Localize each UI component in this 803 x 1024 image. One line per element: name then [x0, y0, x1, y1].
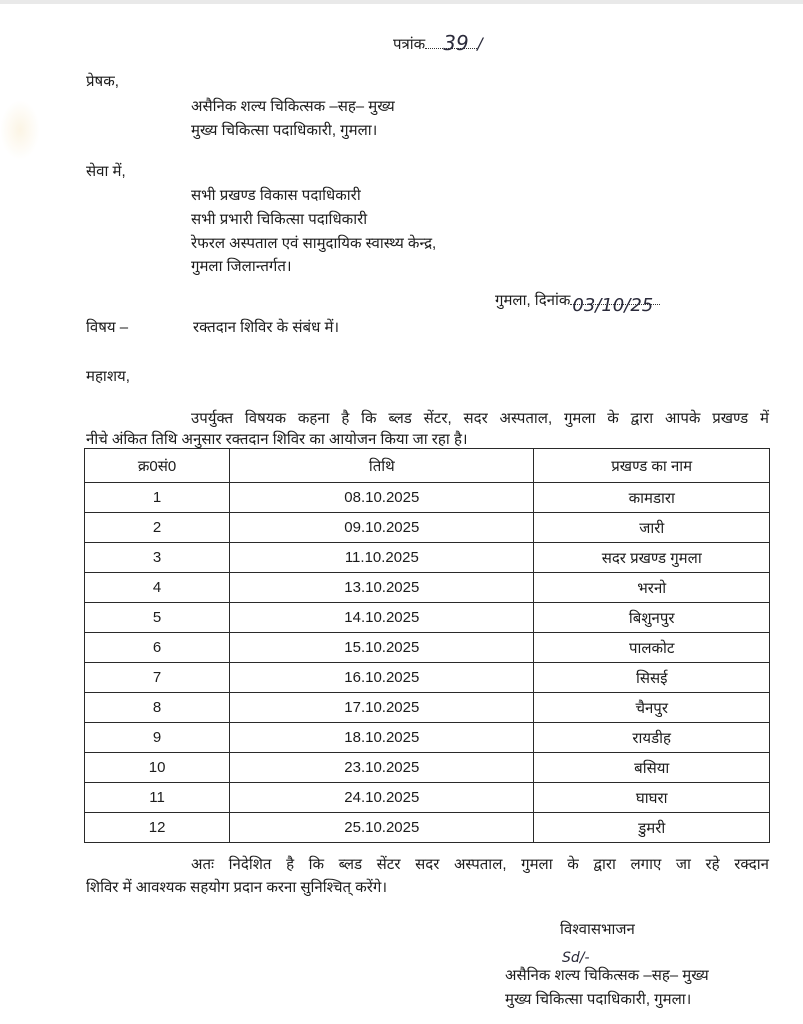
cell-date: 13.10.2025 — [230, 573, 534, 603]
cell-serial: 6 — [85, 633, 230, 663]
cell-serial: 11 — [85, 783, 230, 813]
cell-serial: 8 — [85, 693, 230, 723]
cell-serial: 9 — [85, 723, 230, 753]
sender-line-2: मुख्य चिकित्सा पदाधिकारी, गुमला। — [191, 122, 378, 139]
table-header-row — [85, 449, 770, 483]
cell-date: 15.10.2025 — [230, 633, 534, 663]
signatory-line-1: असैनिक शल्य चिकित्सक –सह– मुख्य — [505, 967, 709, 984]
cell-serial: 12 — [85, 813, 230, 843]
sender-line-1: असैनिक शल्य चिकित्सक –सह– मुख्य — [191, 98, 395, 115]
header-date: तिथि — [230, 449, 534, 483]
table-row — [85, 753, 770, 783]
ref-label: पत्रांक — [393, 36, 426, 53]
cell-date: 16.10.2025 — [230, 663, 534, 693]
table-row — [85, 663, 770, 693]
table-row — [85, 723, 770, 753]
cell-date: 14.10.2025 — [230, 603, 534, 633]
cell-block: पालकोट — [534, 633, 770, 663]
cell-block: सिसई — [534, 663, 770, 693]
cell-serial: 2 — [85, 513, 230, 543]
recipient-line-3: रेफरल अस्पताल एवं सामुदायिक स्वास्थ्य केन्द्र, — [191, 235, 437, 252]
cell-block: जारी — [534, 513, 770, 543]
valediction: विश्वासभाजन — [560, 921, 635, 938]
cell-block: घाघरा — [534, 783, 770, 813]
signatory-line-2: मुख्य चिकित्सा पदाधिकारी, गुमला। — [505, 991, 692, 1008]
scan-smudge — [0, 100, 40, 160]
header-block: प्रखण्ड का नाम — [534, 449, 770, 483]
cell-serial: 3 — [85, 543, 230, 573]
recipient-line-1: सभी प्रखण्ड विकास पदाधिकारी — [191, 187, 361, 204]
cell-serial: 4 — [85, 573, 230, 603]
place-date-label: गुमला, दिनांक — [495, 292, 571, 309]
cell-date: 23.10.2025 — [230, 753, 534, 783]
recipient-line-2: सभी प्रभारी चिकित्सा पदाधिकारी — [191, 211, 368, 228]
cell-serial: 5 — [85, 603, 230, 633]
sender-label: प्रेषक, — [86, 73, 119, 90]
closing-para-line-2: शिविर में आवश्यक सहयोग प्रदान करना सुनिश्चित् करेंगे। — [86, 879, 388, 896]
cell-date: 17.10.2025 — [230, 693, 534, 723]
table-row — [85, 813, 770, 843]
closing-para-line-1: अतः निदेशित है कि ब्लड सेंटर सदर अस्पताल, गुमला के द्वारा लगाए जा रहे रक्दान — [191, 856, 769, 873]
cell-date: 08.10.2025 — [230, 483, 534, 513]
ref-suffix: / — [477, 34, 483, 53]
cell-block: बिशुनपुर — [534, 603, 770, 633]
cell-date: 11.10.2025 — [230, 543, 534, 573]
cell-block: चैनपुर — [534, 693, 770, 723]
table-row — [85, 543, 770, 573]
ref-number-line — [393, 31, 483, 55]
table-row — [85, 513, 770, 543]
body-para-line-2: नीचे अंकित तिथि अनुसार रक्तदान शिविर का आयोजन किया जा रहा है। — [86, 431, 468, 448]
signature-mark: Sd/- — [562, 950, 590, 966]
scan-edge — [0, 0, 803, 4]
table-row — [85, 573, 770, 603]
salutation: महाशय, — [86, 368, 130, 385]
cell-block: बसिया — [534, 753, 770, 783]
ref-number: 39 — [443, 31, 469, 55]
ref-number-field — [425, 31, 477, 55]
cell-block: डुमरी — [534, 813, 770, 843]
date-field — [570, 295, 660, 316]
cell-block: रायडीह — [534, 723, 770, 753]
camp-schedule-table — [84, 448, 770, 843]
cell-serial: 1 — [85, 483, 230, 513]
cell-block: कामडारा — [534, 483, 770, 513]
cell-date: 25.10.2025 — [230, 813, 534, 843]
cell-block: सदर प्रखण्ड गुमला — [534, 543, 770, 573]
subject-label: विषय – — [86, 319, 129, 336]
date-value: 03/10/25 — [572, 295, 654, 316]
cell-date: 18.10.2025 — [230, 723, 534, 753]
cell-serial: 10 — [85, 753, 230, 783]
cell-serial: 7 — [85, 663, 230, 693]
table-row — [85, 603, 770, 633]
table-row — [85, 783, 770, 813]
cell-date: 24.10.2025 — [230, 783, 534, 813]
recipient-line-4: गुमला जिलान्तर्गत। — [191, 258, 292, 275]
cell-block: भरनो — [534, 573, 770, 603]
table-row — [85, 693, 770, 723]
place-date-line — [495, 291, 660, 316]
header-serial: क्र0सं0 — [85, 449, 230, 483]
cell-date: 09.10.2025 — [230, 513, 534, 543]
table-row — [85, 483, 770, 513]
recipient-label: सेवा में, — [86, 163, 126, 180]
table-row — [85, 633, 770, 663]
subject-text: रक्तदान शिविर के संबंध में। — [193, 319, 340, 336]
body-para-line-1: उपर्युक्त विषयक कहना है कि ब्लड सेंटर, सदर अस्पताल, गुमला के द्वारा आपके प्रखण्ड में — [191, 410, 769, 427]
